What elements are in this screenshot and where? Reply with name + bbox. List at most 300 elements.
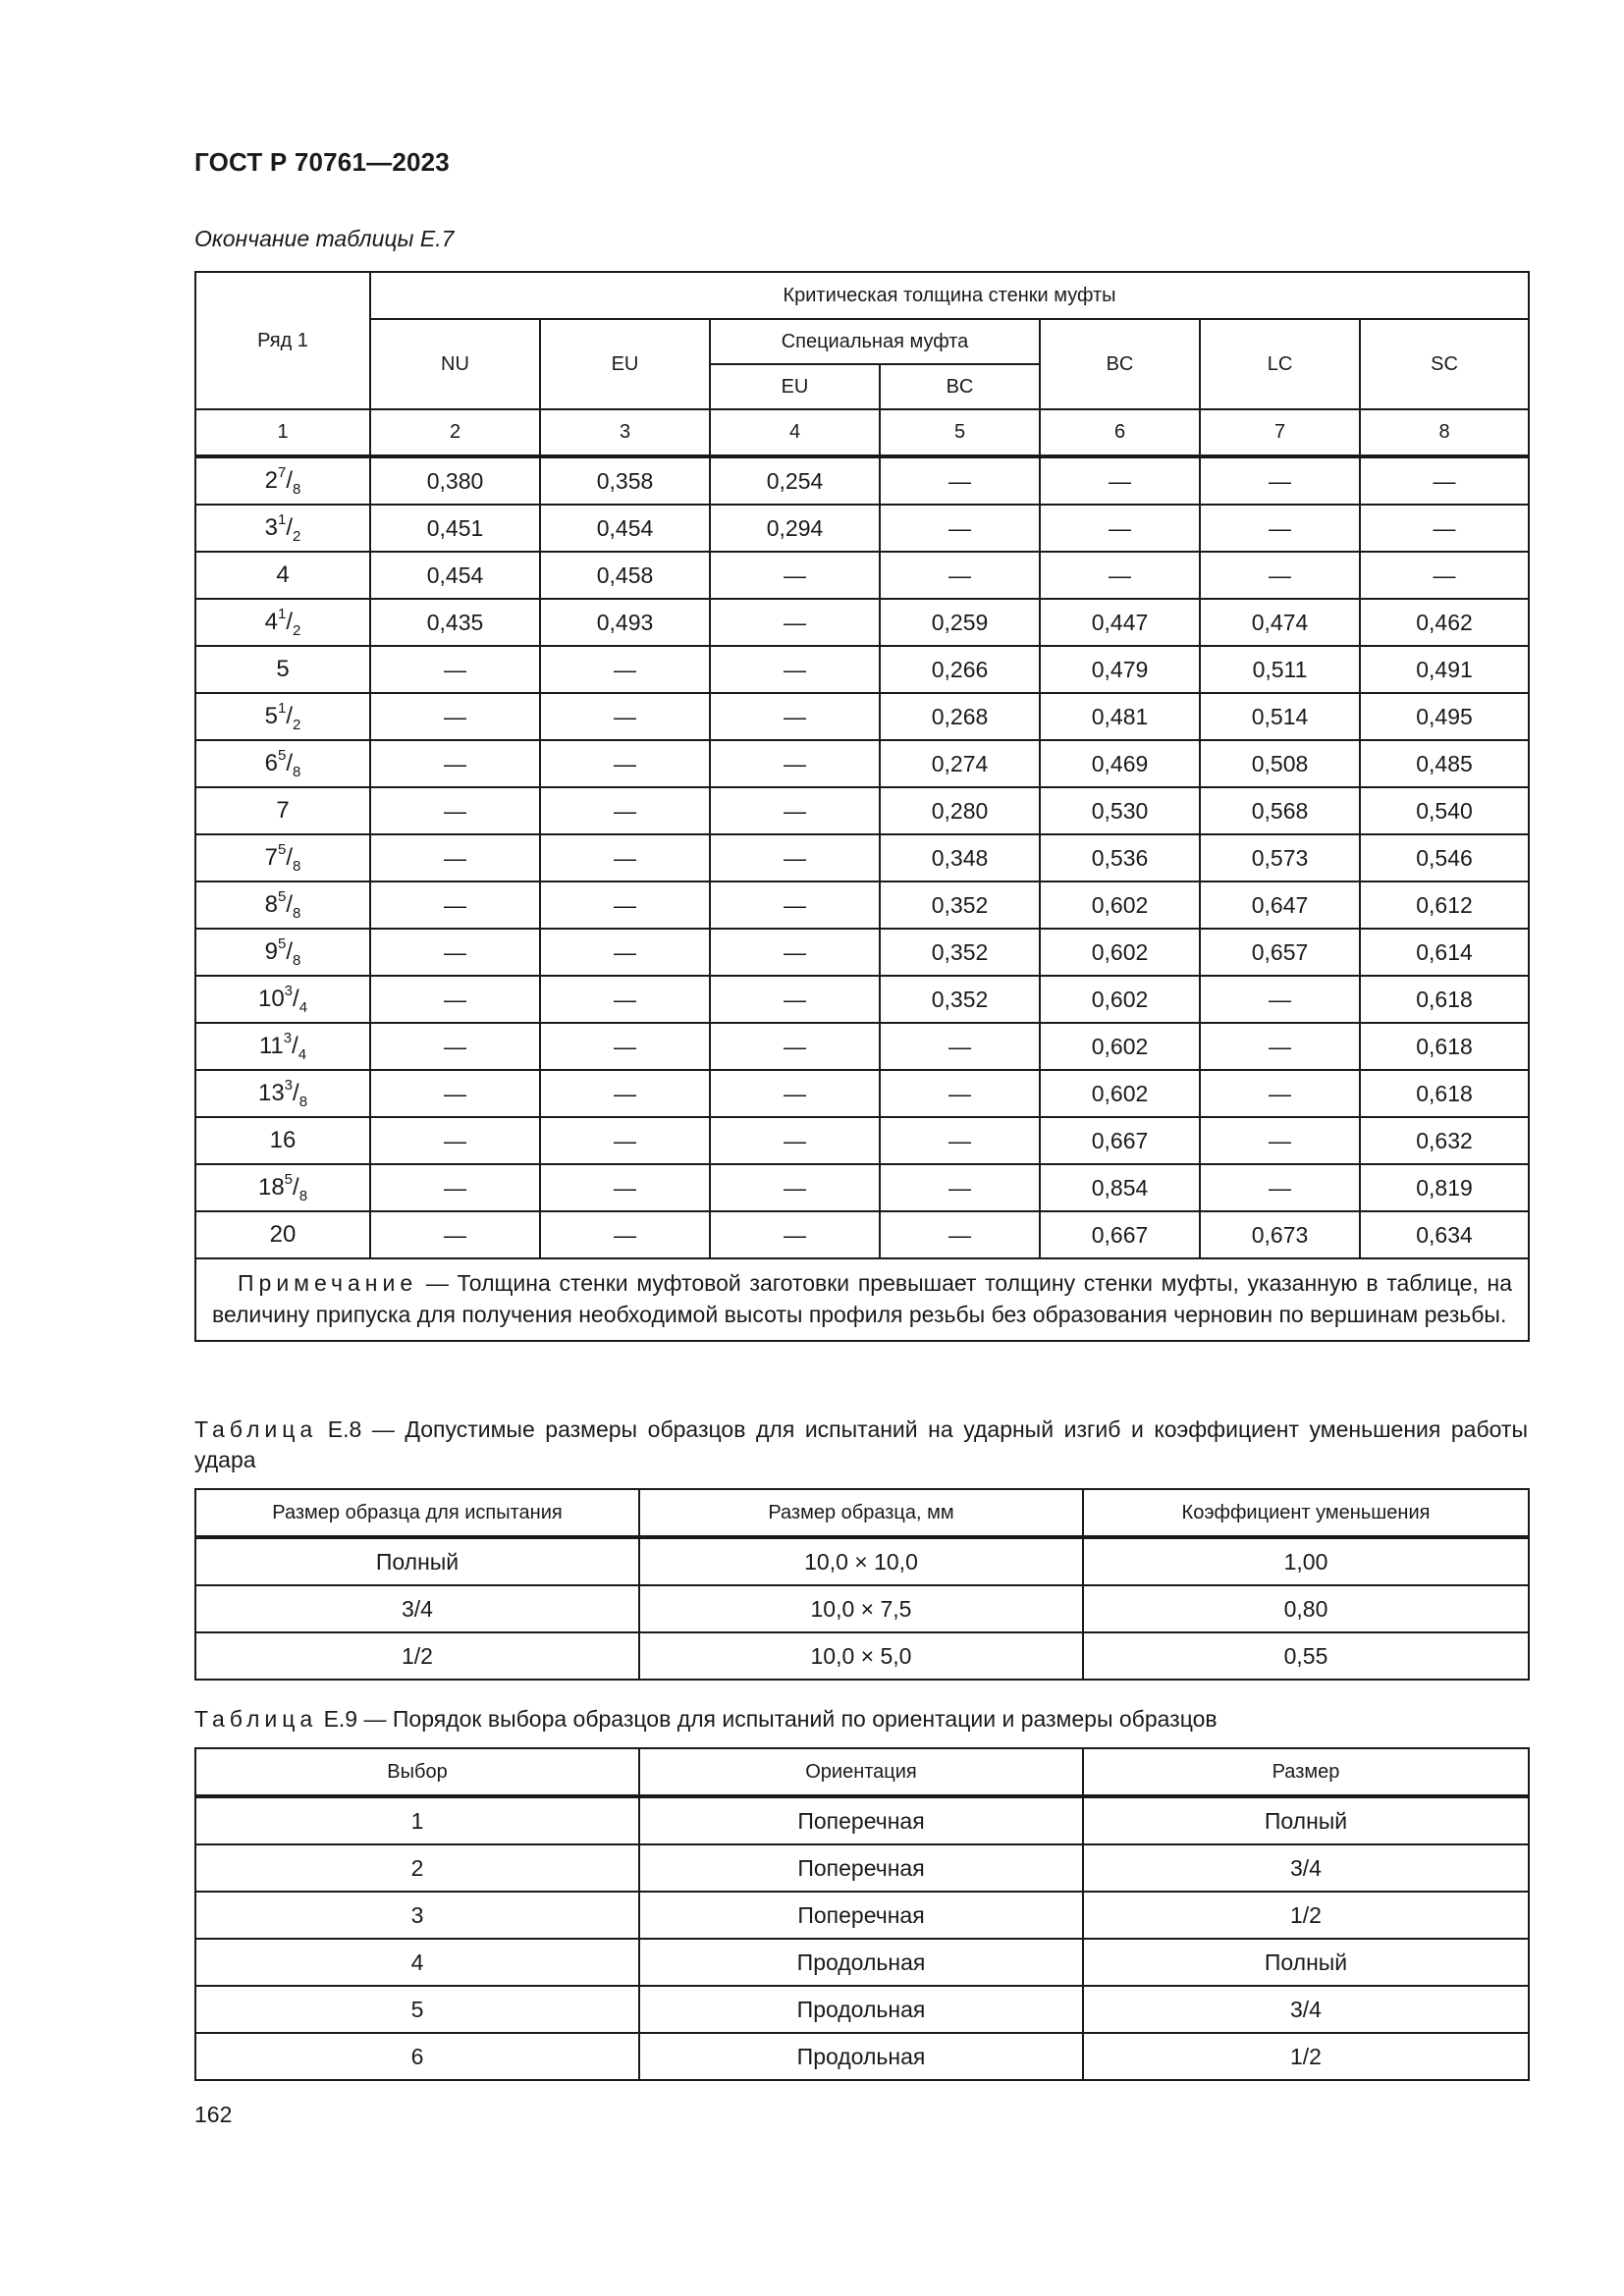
row-size-label	[195, 976, 370, 1023]
table-cell: —	[710, 646, 880, 693]
page-number: 162	[194, 2102, 233, 2127]
size-numerator: 5	[278, 841, 287, 858]
size-fraction	[257, 1077, 308, 1110]
table-row	[195, 834, 1529, 881]
table-cell: 3/4	[195, 1585, 639, 1632]
header-row-label: Ряд 1	[195, 272, 370, 409]
size-whole: 8	[264, 891, 278, 918]
size-denominator: 2	[293, 716, 301, 733]
table-cell: —	[370, 881, 540, 929]
table-cell: —	[540, 1023, 710, 1070]
table-cell: 1	[195, 1796, 639, 1844]
table-cell: 0,348	[880, 834, 1040, 881]
table-row	[195, 1585, 1529, 1632]
table-cell: —	[540, 740, 710, 787]
table-cell: —	[370, 740, 540, 787]
table-cell: 0,454	[370, 552, 540, 599]
table-cell: —	[1200, 505, 1360, 552]
table-row	[195, 1939, 1529, 1986]
table-cell: Полный	[195, 1537, 639, 1585]
size-whole: 5	[264, 703, 278, 729]
table-cell: —	[1360, 505, 1529, 552]
table-cell: 2	[195, 1844, 639, 1892]
table-cell: 0,819	[1360, 1164, 1529, 1211]
table-cell: 0,602	[1040, 976, 1200, 1023]
row-size-label	[195, 599, 370, 646]
table-cell: —	[1200, 552, 1360, 599]
table-row	[195, 1164, 1529, 1211]
table-cell: 0,380	[370, 456, 540, 505]
table-cell: 0,511	[1200, 646, 1360, 693]
table-row	[195, 552, 1529, 599]
header-eu: EU	[540, 319, 710, 409]
size-numerator: 3	[283, 1030, 293, 1046]
table-cell: 0,618	[1360, 976, 1529, 1023]
size-fraction	[257, 1171, 308, 1204]
table-cell: Поперечная	[639, 1796, 1083, 1844]
table-cell: —	[710, 1164, 880, 1211]
size-whole: 2	[264, 467, 278, 494]
table-cell: —	[880, 1023, 1040, 1070]
table-cell: 0,540	[1360, 787, 1529, 834]
table-cell: 0,614	[1360, 929, 1529, 976]
header-special-coupling: Специальная муфта	[710, 319, 1040, 364]
size-denominator: 8	[293, 904, 301, 922]
size-denominator: 4	[298, 998, 308, 1016]
table-cell: —	[710, 1070, 880, 1117]
size-denominator: 8	[293, 951, 301, 969]
table-cell: —	[540, 646, 710, 693]
table-cell: 0,491	[1360, 646, 1529, 693]
size-whole: 16	[269, 1127, 297, 1153]
table-cell: 4	[195, 1939, 639, 1986]
table-row	[195, 1023, 1529, 1070]
table-cell: —	[540, 976, 710, 1023]
fraction-slash: /	[286, 514, 294, 541]
size-fraction	[257, 983, 308, 1016]
size-fraction	[258, 1030, 307, 1063]
size-numerator: 5	[284, 1171, 294, 1188]
column-number: 6	[1040, 409, 1200, 456]
table-note-row	[195, 1258, 1529, 1341]
table-cell: —	[710, 552, 880, 599]
column-number: 4	[710, 409, 880, 456]
table-cell: 0,294	[710, 505, 880, 552]
table-cell: —	[710, 1023, 880, 1070]
fraction-slash: /	[293, 1174, 299, 1201]
size-whole: 5	[276, 656, 290, 682]
table-cell: 10,0 × 7,5	[639, 1585, 1083, 1632]
size-numerator: 1	[278, 700, 287, 717]
size-fraction	[276, 797, 289, 824]
header-nu: NU	[370, 319, 540, 409]
size-numerator: 5	[278, 888, 287, 905]
table-cell: —	[880, 552, 1040, 599]
fraction-slash: /	[286, 891, 294, 918]
table-cell: —	[370, 1023, 540, 1070]
size-denominator: 8	[298, 1187, 308, 1204]
table-row	[195, 1632, 1529, 1680]
table-cell: 0,451	[370, 505, 540, 552]
size-denominator: 8	[293, 763, 301, 780]
header-lc: LC	[1200, 319, 1360, 409]
table-row	[195, 693, 1529, 740]
table-cell: 0,495	[1360, 693, 1529, 740]
table-cell: 10,0 × 10,0	[639, 1537, 1083, 1585]
caption-text: Е.8 — Допустимые размеры образцов для испытаний на ударный изгиб и коэффициент уменьшения работы удара	[194, 1416, 1528, 1472]
table-cell: 0,634	[1360, 1211, 1529, 1258]
table-cell: 0,602	[1040, 1070, 1200, 1117]
table-cell: —	[710, 976, 880, 1023]
fraction-slash: /	[293, 986, 299, 1012]
table-cell: —	[540, 834, 710, 881]
table-cell: 5	[195, 1986, 639, 2033]
table-cell: 0,612	[1360, 881, 1529, 929]
table-cell: —	[370, 646, 540, 693]
size-fraction	[264, 747, 301, 780]
size-denominator: 8	[293, 857, 301, 875]
table-row	[195, 646, 1529, 693]
table-cell: 10,0 × 5,0	[639, 1632, 1083, 1680]
table-row	[195, 1070, 1529, 1117]
table-cell: 1,00	[1083, 1537, 1529, 1585]
table-cell: 0,352	[880, 929, 1040, 976]
size-fraction	[264, 464, 301, 498]
size-whole: 6	[264, 750, 278, 776]
table-cell: 1/2	[195, 1632, 639, 1680]
size-whole: 20	[269, 1221, 297, 1248]
table-cell: —	[370, 976, 540, 1023]
table-cell: 0,254	[710, 456, 880, 505]
size-fraction	[264, 935, 301, 969]
table-row	[195, 505, 1529, 552]
table-e7	[194, 271, 1530, 1342]
table-e9	[194, 1747, 1530, 2081]
row-size-label	[195, 1023, 370, 1070]
fraction-slash: /	[293, 1080, 299, 1106]
size-numerator: 1	[278, 606, 287, 622]
table-cell: 0,462	[1360, 599, 1529, 646]
table-cell: 0,481	[1040, 693, 1200, 740]
table-row	[195, 1117, 1529, 1164]
table-cell: —	[370, 1211, 540, 1258]
table-cell: —	[370, 787, 540, 834]
table-cell: 0,602	[1040, 881, 1200, 929]
row-size-label	[195, 834, 370, 881]
table-cell: Продольная	[639, 1986, 1083, 2033]
column-header: Размер образца, мм	[639, 1489, 1083, 1537]
size-whole: 18	[257, 1174, 285, 1201]
row-size-label	[195, 929, 370, 976]
table-continuation-title: Окончание таблицы Е.7	[194, 226, 455, 251]
row-size-label	[195, 505, 370, 552]
table-row	[195, 976, 1529, 1023]
table-cell: Продольная	[639, 2033, 1083, 2080]
size-whole: 10	[257, 986, 285, 1012]
size-denominator: 8	[293, 480, 301, 498]
table-cell: —	[370, 693, 540, 740]
size-fraction	[264, 700, 301, 733]
fraction-slash: /	[292, 1033, 298, 1059]
table-cell: 0,479	[1040, 646, 1200, 693]
size-fraction	[264, 606, 301, 639]
header-special-eu: EU	[710, 364, 880, 409]
table-cell: 0,435	[370, 599, 540, 646]
table-cell: 0,352	[880, 881, 1040, 929]
column-number: 2	[370, 409, 540, 456]
table-cell: —	[710, 693, 880, 740]
table-cell: 0,358	[540, 456, 710, 505]
table-cell: 0,259	[880, 599, 1040, 646]
table-header-row	[195, 1748, 1529, 1796]
table-row	[195, 1892, 1529, 1939]
table-row	[195, 740, 1529, 787]
table-cell: —	[1200, 1117, 1360, 1164]
table-cell: 0,573	[1200, 834, 1360, 881]
table-cell: 0,673	[1200, 1211, 1360, 1258]
table-cell: Полный	[1083, 1939, 1529, 1986]
row-size-label	[195, 1117, 370, 1164]
table-cell: —	[710, 740, 880, 787]
table-cell: 0,469	[1040, 740, 1200, 787]
table-cell: —	[540, 1164, 710, 1211]
table-row	[195, 881, 1529, 929]
table-row	[195, 1986, 1529, 2033]
column-header: Ориентация	[639, 1748, 1083, 1796]
size-denominator: 2	[293, 621, 301, 639]
note-label: Примечание	[238, 1270, 418, 1296]
table-e8-caption	[194, 1415, 1528, 1475]
table-cell: —	[880, 1117, 1040, 1164]
row-size-label	[195, 693, 370, 740]
header-sc: SC	[1360, 319, 1529, 409]
table-cell: 0,266	[880, 646, 1040, 693]
table-row	[195, 1844, 1529, 1892]
size-numerator: 7	[278, 464, 287, 481]
size-fraction	[270, 1221, 297, 1248]
caption-text: Е.9 — Порядок выбора образцов для испытаний по ориентации и размеры образцов	[317, 1706, 1218, 1732]
table-e8	[194, 1488, 1530, 1681]
size-whole: 7	[264, 844, 278, 871]
column-header: Размер образца для испытания	[195, 1489, 639, 1537]
table-cell: 6	[195, 2033, 639, 2080]
table-cell: 1/2	[1083, 1892, 1529, 1939]
size-denominator: 2	[293, 527, 301, 545]
column-header: Размер	[1083, 1748, 1529, 1796]
table-cell: 0,80	[1083, 1585, 1529, 1632]
table-cell: —	[880, 1211, 1040, 1258]
column-number-row	[195, 409, 1529, 456]
table-cell: 0,568	[1200, 787, 1360, 834]
table-cell: 0,667	[1040, 1211, 1200, 1258]
document-standard-id: ГОСТ Р 70761—2023	[194, 147, 450, 177]
fraction-slash: /	[286, 467, 294, 494]
fraction-slash: /	[286, 609, 294, 635]
note-text: — Толщина стенки муфтовой заготовки превышает толщину стенки муфты, указанную в таблице, на величину припуска для получения необходимой высоты профиля резьбы без образования черновин по вершинам резьбы.	[212, 1270, 1513, 1327]
size-whole: 4	[264, 609, 278, 635]
size-fraction	[276, 561, 289, 588]
size-denominator: 8	[298, 1093, 308, 1110]
fraction-slash: /	[286, 844, 294, 871]
size-numerator: 5	[278, 747, 287, 764]
table-cell: 0,632	[1360, 1117, 1529, 1164]
table-cell: Продольная	[639, 1939, 1083, 1986]
caption-label: Таблица	[194, 1416, 318, 1442]
column-header: Коэффициент уменьшения	[1083, 1489, 1529, 1537]
row-size-label	[195, 1164, 370, 1211]
size-whole: 4	[276, 561, 290, 588]
size-fraction	[270, 1127, 297, 1153]
table-row	[195, 2033, 1529, 2080]
table-row	[195, 787, 1529, 834]
table-note	[195, 1258, 1529, 1341]
size-whole: 11	[258, 1033, 284, 1059]
row-size-label	[195, 552, 370, 599]
size-denominator: 4	[298, 1045, 307, 1063]
table-cell: 0,493	[540, 599, 710, 646]
size-numerator: 3	[284, 983, 294, 999]
column-header: Выбор	[195, 1748, 639, 1796]
table-cell: —	[540, 929, 710, 976]
table-cell: 0,474	[1200, 599, 1360, 646]
table-cell: —	[1200, 1023, 1360, 1070]
table-cell: 0,274	[880, 740, 1040, 787]
table-cell: 0,618	[1360, 1070, 1529, 1117]
table-cell: —	[710, 787, 880, 834]
size-fraction	[264, 511, 301, 545]
table-header-row	[195, 1489, 1529, 1537]
header-critical-wall-thickness: Критическая толщина стенки муфты	[370, 272, 1529, 319]
table-cell: 0,454	[540, 505, 710, 552]
table-cell: —	[880, 1164, 1040, 1211]
table-cell: —	[370, 834, 540, 881]
table-cell: —	[880, 1070, 1040, 1117]
header-special-bc: BC	[880, 364, 1040, 409]
table-row	[195, 456, 1529, 505]
table-cell: —	[1200, 1070, 1360, 1117]
table-cell: —	[1040, 552, 1200, 599]
table-cell: —	[540, 1117, 710, 1164]
row-size-label	[195, 740, 370, 787]
table-cell: —	[710, 1117, 880, 1164]
table-cell: —	[710, 881, 880, 929]
table-cell: 0,458	[540, 552, 710, 599]
table-cell: 0,667	[1040, 1117, 1200, 1164]
table-cell: —	[370, 1117, 540, 1164]
table-cell: —	[1200, 976, 1360, 1023]
table-cell: 1/2	[1083, 2033, 1529, 2080]
table-cell: —	[540, 1070, 710, 1117]
caption-label: Таблица	[194, 1706, 318, 1732]
row-size-label	[195, 646, 370, 693]
column-number: 3	[540, 409, 710, 456]
size-numerator: 1	[278, 511, 287, 528]
table-cell: Полный	[1083, 1796, 1529, 1844]
table-cell: —	[1200, 456, 1360, 505]
table-cell: —	[370, 1070, 540, 1117]
table-cell: 0,280	[880, 787, 1040, 834]
size-fraction	[264, 841, 301, 875]
table-cell: 0,55	[1083, 1632, 1529, 1680]
table-row	[195, 1211, 1529, 1258]
table-row	[195, 1796, 1529, 1844]
row-size-label	[195, 456, 370, 505]
fraction-slash: /	[286, 938, 294, 965]
table-cell: —	[540, 787, 710, 834]
table-cell: 0,530	[1040, 787, 1200, 834]
table-row	[195, 599, 1529, 646]
size-fraction	[276, 656, 289, 682]
table-cell: 0,647	[1200, 881, 1360, 929]
table-cell: 0,546	[1360, 834, 1529, 881]
table-cell: —	[880, 505, 1040, 552]
size-whole: 3	[264, 514, 278, 541]
fraction-slash: /	[286, 703, 294, 729]
table-cell: —	[1040, 456, 1200, 505]
table-cell: —	[1200, 1164, 1360, 1211]
size-fraction	[264, 888, 301, 922]
size-whole: 7	[276, 797, 290, 824]
table-cell: —	[540, 1211, 710, 1258]
size-whole: 13	[257, 1080, 285, 1106]
table-cell: 0,508	[1200, 740, 1360, 787]
table-cell: —	[710, 599, 880, 646]
column-number: 5	[880, 409, 1040, 456]
table-cell: 0,602	[1040, 1023, 1200, 1070]
size-numerator: 3	[284, 1077, 294, 1094]
table-cell: —	[1360, 456, 1529, 505]
column-number: 7	[1200, 409, 1360, 456]
table-row	[195, 1537, 1529, 1585]
table-cell: 0,602	[1040, 929, 1200, 976]
column-number: 8	[1360, 409, 1529, 456]
table-cell: —	[1360, 552, 1529, 599]
table-cell: —	[540, 693, 710, 740]
table-cell: 0,618	[1360, 1023, 1529, 1070]
size-numerator: 5	[278, 935, 287, 952]
table-cell: 0,352	[880, 976, 1040, 1023]
table-cell: Поперечная	[639, 1892, 1083, 1939]
table-cell: —	[710, 929, 880, 976]
table-cell: —	[880, 456, 1040, 505]
table-cell: 3/4	[1083, 1844, 1529, 1892]
table-cell: 0,485	[1360, 740, 1529, 787]
table-cell: —	[710, 1211, 880, 1258]
table-cell: —	[1040, 505, 1200, 552]
table-cell: —	[710, 834, 880, 881]
table-e9-caption	[194, 1704, 1528, 1735]
table-cell: —	[370, 1164, 540, 1211]
fraction-slash: /	[286, 750, 294, 776]
size-whole: 9	[264, 938, 278, 965]
table-cell: 0,657	[1200, 929, 1360, 976]
table-cell: 0,514	[1200, 693, 1360, 740]
column-number: 1	[195, 409, 370, 456]
row-size-label	[195, 787, 370, 834]
table-cell: 0,854	[1040, 1164, 1200, 1211]
table-cell: —	[540, 881, 710, 929]
table-cell: Поперечная	[639, 1844, 1083, 1892]
table-cell: 0,268	[880, 693, 1040, 740]
table-cell: —	[370, 929, 540, 976]
table-cell: 0,536	[1040, 834, 1200, 881]
table-cell: 3	[195, 1892, 639, 1939]
row-size-label	[195, 1070, 370, 1117]
table-row	[195, 929, 1529, 976]
row-size-label	[195, 1211, 370, 1258]
row-size-label	[195, 881, 370, 929]
table-cell: 0,447	[1040, 599, 1200, 646]
